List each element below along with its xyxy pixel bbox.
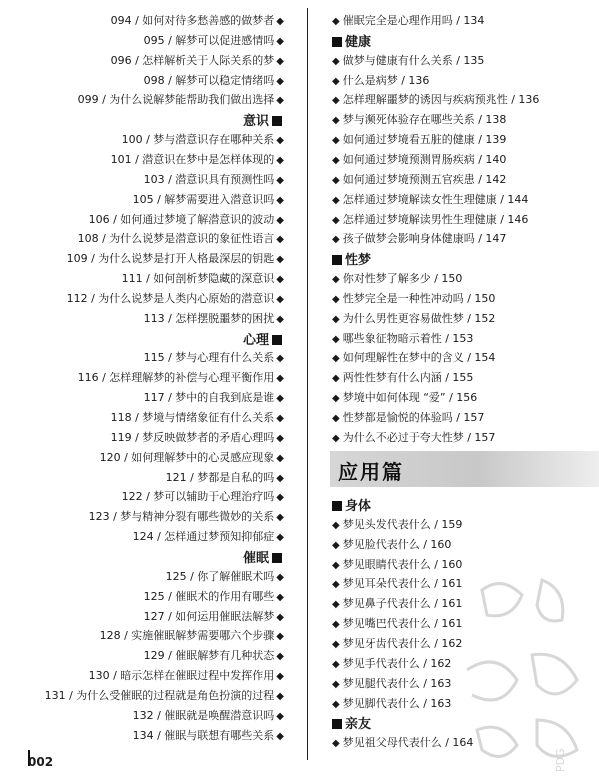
toc-entry[interactable] xyxy=(122,270,284,288)
bullet-diamond: ◆ xyxy=(276,452,284,464)
bullet-diamond: ◆ xyxy=(276,174,284,186)
toc-heading[interactable] xyxy=(332,715,371,735)
toc-entry-text: 130 / 暗示怎样在催眠过程中发挥作用 xyxy=(88,669,275,683)
toc-entry-text: 梦见眼睛代表什么 / 160 xyxy=(342,557,463,571)
toc-entry-text: 孩子做梦会影响身体健康吗 / 147 xyxy=(342,232,507,246)
toc-entry-text: 119 / 梦反映做梦者的矛盾心理吗 xyxy=(110,430,275,444)
toc-entry[interactable] xyxy=(332,429,495,447)
toc-entry[interactable] xyxy=(332,369,473,387)
toc-entry[interactable] xyxy=(332,516,462,534)
bullet-diamond: ◆ xyxy=(276,710,284,722)
toc-entry-text: 125 / 催眠术的作用有哪些 xyxy=(143,589,275,603)
bullet-diamond: ◆ xyxy=(332,393,340,405)
toc-entry[interactable] xyxy=(332,635,462,653)
bullet-diamond: ◆ xyxy=(276,432,284,444)
toc-entry-text: 131 / 为什么受催眠的过程就是角色扮演的过程 xyxy=(44,688,275,702)
bullet-diamond: ◆ xyxy=(332,658,340,670)
toc-entry-text: 122 / 梦可以辅助于心理治疗吗 xyxy=(121,490,275,504)
bullet-diamond: ◆ xyxy=(276,591,284,603)
bullet-diamond: ◆ xyxy=(332,519,340,531)
toc-entry[interactable] xyxy=(332,655,451,673)
toc-heading-text: 心理 xyxy=(242,332,269,348)
toc-entry[interactable] xyxy=(89,667,284,685)
toc-entry-text: 怎样通过梦境解读女性生理健康 / 144 xyxy=(342,192,529,206)
bullet-diamond: ◆ xyxy=(276,373,284,385)
toc-entry[interactable] xyxy=(144,32,284,50)
section-banner xyxy=(330,451,599,487)
toc-entry[interactable] xyxy=(67,290,284,308)
toc-entry[interactable] xyxy=(332,575,462,593)
bullet-diamond: ◆ xyxy=(332,234,340,246)
toc-entry-text: 096 / 怎样解析关于人际关系的梦 xyxy=(110,53,275,67)
page-number: 002 xyxy=(28,755,54,769)
toc-entry-text: 108 / 为什么说梦是潜意识的象征性语言 xyxy=(77,232,275,246)
toc-entry[interactable] xyxy=(100,449,284,467)
column-divider xyxy=(307,8,308,760)
bullet-diamond: ◆ xyxy=(276,472,284,484)
section-banner-title: 应用篇 xyxy=(338,460,404,484)
toc-entry[interactable] xyxy=(144,647,284,665)
toc-entry-text: 梦见祖父母代表什么 / 164 xyxy=(342,736,474,750)
library-seal-stamp xyxy=(452,560,599,778)
bullet-diamond: ◆ xyxy=(276,16,284,27)
toc-entry[interactable] xyxy=(133,707,284,725)
toc-entry-text: 梦见脸代表什么 / 160 xyxy=(342,537,452,551)
heading-square-marker xyxy=(332,719,342,729)
bullet-diamond: ◆ xyxy=(276,135,284,147)
bullet-diamond: ◆ xyxy=(332,174,340,186)
bullet-diamond: ◆ xyxy=(276,234,284,246)
toc-entry-text: 怎样通过梦境解读男性生理健康 / 146 xyxy=(342,212,529,226)
bullet-diamond: ◆ xyxy=(332,16,340,27)
bullet-diamond: ◆ xyxy=(276,492,284,504)
bullet-diamond: ◆ xyxy=(276,293,284,305)
toc-entry-text: 098 / 解梦可以稳定情绪吗 xyxy=(143,73,275,87)
seal-label: PDG xyxy=(554,748,567,772)
toc-entry[interactable] xyxy=(133,727,284,745)
toc-entry[interactable] xyxy=(111,429,284,447)
toc-entry[interactable] xyxy=(332,389,477,407)
toc-entry[interactable] xyxy=(332,131,506,149)
toc-entry-text: 梦见手代表什么 / 162 xyxy=(342,656,452,670)
toc-entry[interactable] xyxy=(144,588,284,606)
toc-heading[interactable] xyxy=(332,497,371,517)
toc-entry[interactable] xyxy=(332,615,462,633)
toc-heading-text: 健康 xyxy=(345,34,372,50)
toc-entry[interactable] xyxy=(144,349,284,367)
bullet-diamond: ◆ xyxy=(332,154,340,166)
toc-heading-text: 催眠 xyxy=(242,550,269,566)
toc-entry-text: 梦见腿代表什么 / 163 xyxy=(342,676,452,690)
toc-entry[interactable] xyxy=(332,310,495,328)
toc-entry[interactable] xyxy=(332,151,506,169)
bullet-diamond: ◆ xyxy=(276,671,284,683)
toc-heading[interactable] xyxy=(243,331,282,351)
toc-entry[interactable] xyxy=(89,211,284,229)
toc-entry-text: 梦见耳朵代表什么 / 161 xyxy=(342,577,463,591)
toc-entry-text: 094 / 如何对待多愁善感的做梦者 xyxy=(110,14,275,27)
toc-entry[interactable] xyxy=(332,536,451,554)
bullet-diamond: ◆ xyxy=(276,571,284,583)
toc-heading-text: 性梦 xyxy=(345,253,372,269)
toc-entry-text: 100 / 梦与潜意识存在哪种关系 xyxy=(121,133,275,147)
bullet-diamond: ◆ xyxy=(332,619,340,631)
bullet-diamond: ◆ xyxy=(332,313,340,325)
bullet-diamond: ◆ xyxy=(332,293,340,305)
bullet-diamond: ◆ xyxy=(332,353,340,365)
toc-entry-text: 你对性梦了解多少 / 150 xyxy=(342,272,463,286)
toc-entry[interactable] xyxy=(332,72,429,90)
toc-entry[interactable] xyxy=(144,310,284,328)
bullet-diamond: ◆ xyxy=(332,579,340,591)
toc-heading[interactable] xyxy=(332,251,371,271)
bullet-diamond: ◆ xyxy=(332,333,340,345)
heading-square-marker xyxy=(272,553,282,563)
toc-entry-text: 梦与濒死体验存在哪些关系 / 138 xyxy=(342,113,507,127)
bullet-diamond: ◆ xyxy=(332,638,340,650)
bullet-diamond: ◆ xyxy=(332,115,340,127)
bullet-diamond: ◆ xyxy=(276,154,284,166)
toc-entry-text: 两性性梦有什么内涵 / 155 xyxy=(342,371,474,385)
toc-entry[interactable] xyxy=(45,687,284,705)
toc-entry-text: 128 / 实施催眠解梦需要哪六个步骤 xyxy=(99,629,275,643)
bullet-diamond: ◆ xyxy=(276,532,284,544)
bullet-diamond: ◆ xyxy=(332,738,340,750)
bullet-diamond: ◆ xyxy=(276,631,284,643)
toc-entry[interactable] xyxy=(67,250,284,268)
toc-heading-text: 意识 xyxy=(242,114,269,130)
bullet-diamond: ◆ xyxy=(276,95,284,107)
toc-entry-text: 125 / 你了解催眠术吗 xyxy=(165,569,275,583)
toc-entry-text: 性梦都是愉悦的体验吗 / 157 xyxy=(342,411,485,424)
heading-square-marker xyxy=(332,501,342,511)
bullet-diamond: ◆ xyxy=(276,393,284,405)
bullet-diamond: ◆ xyxy=(332,559,340,571)
bullet-diamond: ◆ xyxy=(332,698,340,710)
bullet-diamond: ◆ xyxy=(276,214,284,226)
toc-entry[interactable] xyxy=(332,349,495,367)
toc-entry-text: 120 / 如何理解梦中的心灵感应现象 xyxy=(99,450,275,464)
toc-entry[interactable] xyxy=(332,595,462,613)
toc-entry[interactable] xyxy=(111,12,284,30)
bullet-diamond: ◆ xyxy=(276,611,284,623)
toc-entry[interactable] xyxy=(122,488,284,506)
toc-entry-text: 095 / 解梦可以促进感情吗 xyxy=(143,33,275,47)
toc-entry-text: 115 / 梦与心理有什么关系 xyxy=(143,351,275,365)
toc-entry[interactable] xyxy=(166,469,284,487)
toc-entry-text: 为什么男性更容易做性梦 / 152 xyxy=(342,311,496,325)
bullet-diamond: ◆ xyxy=(332,95,340,107)
bullet-diamond: ◆ xyxy=(332,194,340,206)
bullet-diamond: ◆ xyxy=(332,599,340,611)
toc-entry[interactable] xyxy=(332,330,473,348)
bullet-diamond: ◆ xyxy=(276,254,284,266)
toc-entry-text: 121 / 梦都是自私的吗 xyxy=(165,470,275,484)
bullet-diamond: ◆ xyxy=(276,690,284,702)
toc-entry-text: 如何理解性在梦中的含义 / 154 xyxy=(342,351,496,365)
heading-square-marker xyxy=(332,255,342,265)
toc-entry[interactable] xyxy=(100,627,284,645)
bullet-diamond: ◆ xyxy=(276,274,284,286)
toc-entry[interactable] xyxy=(332,191,528,209)
toc-entry[interactable] xyxy=(332,409,484,427)
toc-entry-text: 梦境中如何体现 “爱” / 156 xyxy=(342,391,478,405)
toc-entry[interactable] xyxy=(89,508,284,526)
toc-entry[interactable] xyxy=(332,111,506,129)
toc-entry-text: 做梦与健康有什么关系 / 135 xyxy=(342,53,485,67)
toc-heading[interactable] xyxy=(332,33,371,53)
toc-entry-text: 性梦完全是一种性冲动吗 / 150 xyxy=(342,291,496,305)
heading-square-marker xyxy=(272,335,282,345)
toc-heading[interactable] xyxy=(243,549,282,569)
toc-entry[interactable] xyxy=(111,409,284,427)
toc-entry-text: 106 / 如何通过梦境了解潜意识的波动 xyxy=(88,212,275,226)
bullet-diamond: ◆ xyxy=(276,313,284,325)
toc-entry-text: 103 / 潜意识具有预测性吗 xyxy=(143,172,275,186)
toc-entry-text: 116 / 怎样理解梦的补偿与心理平衡作用 xyxy=(77,371,275,385)
toc-entry-text: 111 / 如何剖析梦隐藏的深意识 xyxy=(121,272,275,286)
bullet-diamond: ◆ xyxy=(276,730,284,742)
bullet-diamond: ◆ xyxy=(276,194,284,206)
toc-entry-text: 梦见牙齿代表什么 / 162 xyxy=(342,636,463,650)
toc-entry-text: 梦见鼻子代表什么 / 161 xyxy=(342,597,463,611)
toc-entry-text: 113 / 怎样摆脱噩梦的困扰 xyxy=(143,311,275,325)
bullet-diamond: ◆ xyxy=(276,512,284,524)
toc-entry-text: 梦见脚代表什么 / 163 xyxy=(342,696,452,710)
toc-entry[interactable] xyxy=(332,211,528,229)
toc-entry[interactable] xyxy=(78,91,284,109)
toc-entry[interactable] xyxy=(78,230,284,248)
toc-entry-text: 如何通过梦境预测胃肠疾病 / 140 xyxy=(342,152,507,166)
bullet-diamond: ◆ xyxy=(332,135,340,147)
toc-entry[interactable] xyxy=(133,191,284,209)
toc-heading-text: 亲友 xyxy=(345,717,372,733)
toc-entry-text: 梦见头发代表什么 / 159 xyxy=(342,517,463,531)
toc-entry-text: 109 / 为什么说梦是打开人格最深层的钥匙 xyxy=(66,252,275,266)
toc-entry[interactable] xyxy=(144,389,284,407)
toc-entry[interactable] xyxy=(332,675,451,693)
bullet-diamond: ◆ xyxy=(332,55,340,67)
bullet-diamond: ◆ xyxy=(276,413,284,424)
toc-entry-text: 132 / 催眠就是唤醒潜意识吗 xyxy=(132,708,275,722)
toc-entry[interactable] xyxy=(144,72,284,90)
toc-entry-text: 112 / 为什么说梦是人类内心原始的潜意识 xyxy=(66,291,275,305)
toc-entry-text: 105 / 解梦需要进入潜意识吗 xyxy=(132,192,275,206)
bullet-diamond: ◆ xyxy=(332,539,340,551)
bullet-diamond: ◆ xyxy=(276,55,284,67)
bullet-diamond: ◆ xyxy=(276,35,284,47)
toc-entry-text: 129 / 催眠解梦有几种状态 xyxy=(143,649,275,663)
toc-entry[interactable] xyxy=(122,131,284,149)
bullet-diamond: ◆ xyxy=(332,373,340,385)
toc-entry-text: 为什么不必过于夸大性梦 / 157 xyxy=(342,430,496,444)
toc-entry-text: 哪些象征物暗示着性 / 153 xyxy=(342,331,474,345)
toc-entry-text: 如何通过梦境看五脏的健康 / 139 xyxy=(342,133,507,147)
toc-entry[interactable] xyxy=(332,270,462,288)
toc-entry[interactable] xyxy=(144,171,284,189)
toc-entry[interactable] xyxy=(332,12,484,30)
bullet-diamond: ◆ xyxy=(276,651,284,663)
toc-entry[interactable] xyxy=(78,369,284,387)
toc-entry[interactable] xyxy=(133,528,284,546)
toc-entry-text: 如何通过梦境预测五官疾患 / 142 xyxy=(342,172,507,186)
heading-square-marker xyxy=(332,37,342,47)
bullet-diamond: ◆ xyxy=(332,75,340,87)
toc-entry-text: 梦见嘴巴代表什么 / 161 xyxy=(342,617,463,631)
toc-entry[interactable] xyxy=(332,230,506,248)
toc-entry-text: 118 / 梦境与情绪象征有什么关系 xyxy=(110,411,275,424)
toc-heading[interactable] xyxy=(243,112,282,132)
toc-heading-text: 身体 xyxy=(345,499,372,514)
toc-entry-text: 101 / 潜意识在梦中是怎样体现的 xyxy=(110,152,275,166)
toc-entry[interactable] xyxy=(144,608,284,626)
toc-entry[interactable] xyxy=(332,695,451,713)
toc-entry[interactable] xyxy=(332,556,462,574)
heading-square-marker xyxy=(272,116,282,126)
toc-entry-text: 什么是病梦 / 136 xyxy=(342,73,430,87)
bullet-diamond: ◆ xyxy=(332,678,340,690)
toc-entry-text: 催眠完全是心理作用吗 / 134 xyxy=(342,14,485,27)
toc-entry[interactable] xyxy=(332,290,495,308)
toc-entry-text: 123 / 梦与精神分裂有哪些微妙的关系 xyxy=(88,510,275,524)
toc-entry[interactable] xyxy=(111,151,284,169)
toc-entry[interactable] xyxy=(332,52,484,70)
toc-entry-text: 117 / 梦中的自我到底是谁 xyxy=(143,391,275,405)
bullet-diamond: ◆ xyxy=(276,75,284,87)
bullet-diamond: ◆ xyxy=(332,432,340,444)
toc-entry[interactable] xyxy=(111,52,284,70)
toc-entry[interactable] xyxy=(332,91,539,109)
bullet-diamond: ◆ xyxy=(332,214,340,226)
bullet-diamond: ◆ xyxy=(332,274,340,286)
bullet-diamond: ◆ xyxy=(332,413,340,424)
toc-entry-text: 怎样理解噩梦的诱因与疾病预兆性 / 136 xyxy=(342,93,540,107)
bullet-diamond: ◆ xyxy=(276,353,284,365)
toc-entry[interactable] xyxy=(332,171,506,189)
toc-entry[interactable] xyxy=(166,568,284,586)
toc-entry-text: 127 / 如何运用催眠法解梦 xyxy=(143,609,275,623)
toc-entry-text: 099 / 为什么说解梦能帮助我们做出选择 xyxy=(77,93,275,107)
toc-entry-text: 124 / 怎样通过梦预知抑郁症 xyxy=(132,530,275,544)
toc-entry-text: 134 / 催眠与联想有哪些关系 xyxy=(132,728,275,742)
